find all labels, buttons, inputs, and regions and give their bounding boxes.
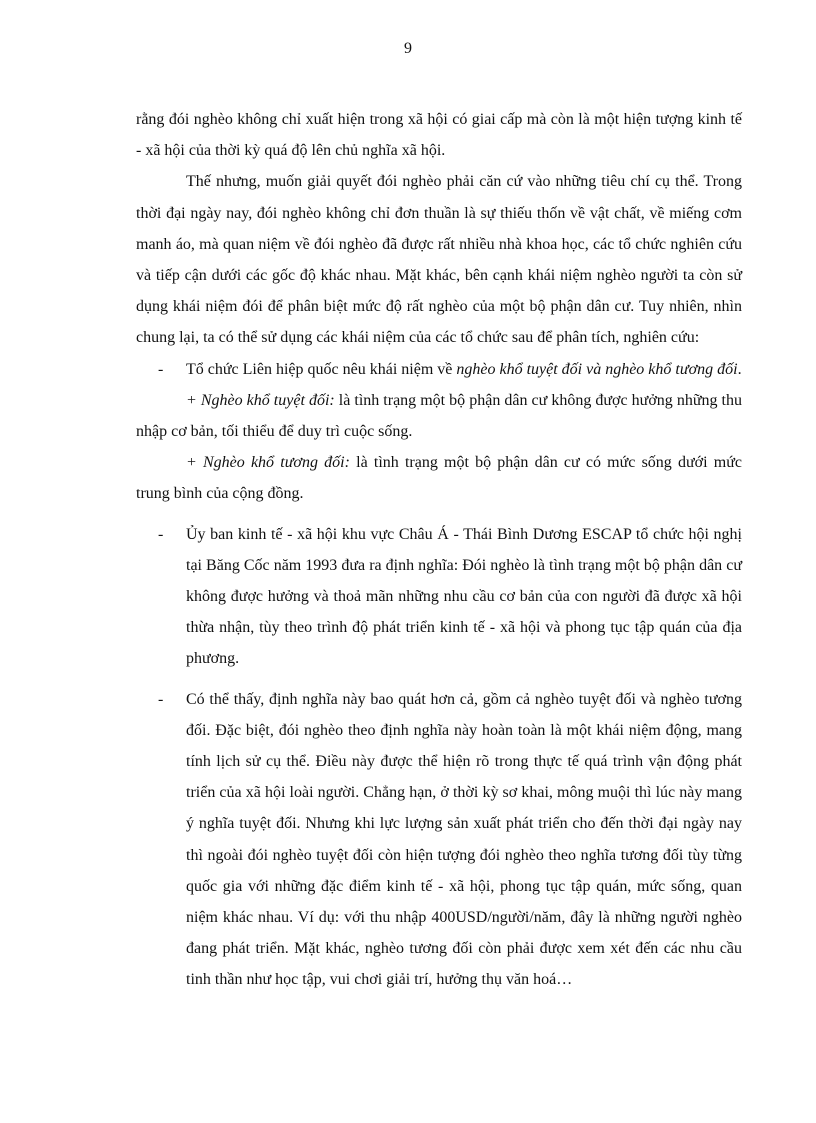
paragraph-continuation: rằng đói nghèo không chỉ xuất hiện trong xã hội có giai cấp mà còn là một hiện tượng kinh tế - xã hội của thời kỳ quá độ lên chủ nghĩa xã hội. xyxy=(136,111,742,160)
sub-item-text: là tình trạng một bộ phận dân cư không được hưởng những thu nhập cơ bản, tối thiểu để duy trì cuộc sống. xyxy=(136,391,742,441)
sub-item-absolute-poverty xyxy=(136,385,742,447)
page-number: 9 xyxy=(404,40,412,57)
bullet-text: Có thể thấy, định nghĩa này bao quát hơn cả, gồm cả nghèo tuyệt đối và nghèo tương đối. Đặc biệt, đói nghèo theo định nghĩa này hoàn toàn là một khái niệm động, mang tính lịch sử cụ thể. Điều này được thể hiện rõ trong thực tế quá trình vận động phát triển của xã hội loài người. Chẳng hạn, ở thời kỳ sơ khai, mông muội thì lúc này mang ý nghĩa tuyệt đối. Nhưng khi lực lượng sản xuất phát triển cho đến thời đại ngày nay thì ngoài đói nghèo tuyệt đối còn hiện tượng đói nghèo theo nghĩa tương đối tùy từng quốc gia với những đặc điểm kinh tế - xã hội, phong tục tập quán, mức sống, quan niệm khác nhau. Ví dụ: với thu nhập 400USD/người/năm, đây là những người nghèo đang phát triển. Mặt khác, nghèo tương đối còn phải được xem xét đến các nhu cầu tinh thần như học tập, vui chơi giải trí, hưởng thụ văn hoá… xyxy=(186,690,742,989)
bullet-dash: - xyxy=(158,360,164,378)
bullet-italic-term: nghèo khổ tuyệt đối và nghèo khổ tương đối xyxy=(456,360,738,378)
bullet-dash: - xyxy=(158,525,164,543)
paragraph-intro: Thế nhưng, muốn giải quyết đói nghèo phải căn cứ vào những tiêu chí cụ thể. Trong thời đại ngày nay, đói nghèo không chỉ đơn thuần là sự thiếu thốn về vật chất, về miếng cơm manh áo, mà quan niệm về đói nghèo đã được rất nhiều nhà khoa học, các tổ chức nghiên cứu và tiếp cận dưới các gốc độ khác nhau. Mặt khác, bên cạnh khái niệm nghèo người ta còn sử dụng khái niệm đói để phân biệt mức độ rất nghèo của một bộ phận dân cư. Tuy nhiên, nhìn chung lại, ta có thể sử dụng các khái niệm của các tổ chức sau để phân tích, nghiên cứu: xyxy=(136,173,742,347)
bullet-un-definition xyxy=(136,354,742,385)
bullet-dash: - xyxy=(158,690,164,708)
sub-item-text: là tình trạng một bộ phận dân cư có mức sống dưới mức trung bình của cộng đồng. xyxy=(136,454,742,503)
bullet-text: Ủy ban kinh tế - xã hội khu vực Châu Á - Thái Bình Dương ESCAP tổ chức hội nghị tại Băng Cốc năm 1993 đưa ra định nghĩa: Đói nghèo là tình trạng một bộ phận dân cư không được hưởng và thoả mãn những nhu cầu cơ bản của con người đã được xã hội thừa nhận, tùy theo trình độ phát triển kinh tế - xã hội và phong tục tập quán của địa phương. xyxy=(186,525,742,668)
bullet-text: Tổ chức Liên hiệp quốc nêu khái niệm về xyxy=(186,360,457,378)
sub-item-label: + Nghèo khổ tương đối: xyxy=(186,454,350,472)
bullet-end: . xyxy=(737,360,742,378)
bullet-analysis xyxy=(136,684,742,996)
document-body xyxy=(136,104,742,996)
bullet-escap-definition xyxy=(136,519,742,675)
sub-item-label: + Nghèo khổ tuyệt đối: xyxy=(186,391,335,409)
sub-item-relative-poverty xyxy=(136,447,742,509)
